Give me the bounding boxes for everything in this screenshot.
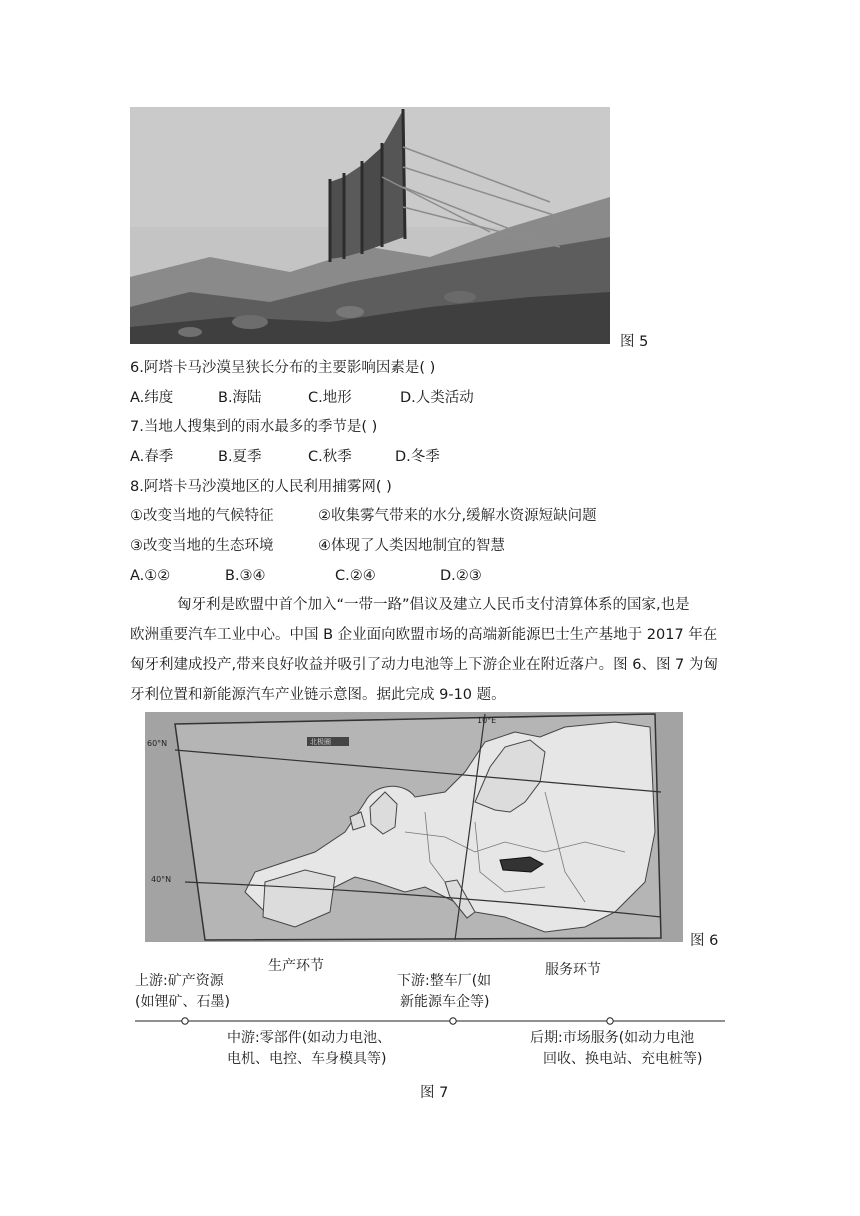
europe-map <box>145 712 683 942</box>
question-7-stem: 7.当地人搜集到的雨水最多的季节是( ) <box>130 419 378 435</box>
option-b: B.海陆 <box>218 390 262 406</box>
upstream-label-line1: 上游:矿产资源 <box>135 973 224 989</box>
figure-6-label: 图 6 <box>690 933 719 949</box>
option-a: A.①② <box>130 568 171 584</box>
option-c: C.②④ <box>335 568 376 584</box>
passage-line-1: 匈牙利是欧盟中首个加入“一带一路”倡议及建立人民币支付清算体系的国家,也是 <box>177 597 690 613</box>
question-7-options <box>130 447 730 467</box>
midstream-label-line1: 中游:零部件(如动力电池、 <box>227 1030 392 1046</box>
production-stage-label: 生产环节 <box>268 958 324 974</box>
fog-net-drawing <box>130 107 610 344</box>
passage-line-4: 牙利位置和新能源汽车产业链示意图。据此完成 9-10 题。 <box>130 687 506 703</box>
statement-4: ④体现了人类因地制宜的智慧 <box>318 538 505 554</box>
option-d: D.②③ <box>440 568 482 584</box>
arctic-circle-label: 北极圈 <box>310 738 331 746</box>
option-b: B.③④ <box>225 568 266 584</box>
question-8-options <box>130 566 730 586</box>
statement-2: ②收集雾气带来的水分,缓解水资源短缺问题 <box>318 508 597 524</box>
passage-line-3: 匈牙利建成投产,带来良好收益并吸引了动力电池等上下游企业在附近落户。图 6、图 7 为匈 <box>130 657 718 673</box>
service-stage-label: 服务环节 <box>545 962 601 978</box>
figure-7-label: 图 7 <box>420 1085 449 1101</box>
upstream-label-line2: (如锂矿、石墨) <box>135 994 230 1010</box>
statement-3: ③改变当地的生态环境 <box>130 538 274 554</box>
later-stage-label-line1: 后期:市场服务(如动力电池 <box>530 1030 695 1046</box>
latitude-60-label: 60°N <box>147 739 168 748</box>
question-8-stem: 8.阿塔卡马沙漠地区的人民利用捕雾网( ) <box>130 479 392 495</box>
question-6-options <box>130 388 730 408</box>
downstream-label-line2: 新能源车企等) <box>400 994 490 1010</box>
midstream-label-line2: 电机、电控、车身模具等) <box>227 1051 387 1067</box>
option-d: D.冬季 <box>395 449 440 465</box>
figure-5-label: 图 5 <box>620 334 649 350</box>
option-b: B.夏季 <box>218 449 262 465</box>
passage-line-2: 欧洲重要汽车工业中心。中国 B 企业面向欧盟市场的高端新能源巴士生产基地于 2017 年在 <box>130 627 718 643</box>
meridian-label: 10°E <box>477 716 497 725</box>
option-d: D.人类活动 <box>400 390 474 406</box>
question-8-statements-row2 <box>130 536 730 556</box>
question-6-stem: 6.阿塔卡马沙漠呈狭长分布的主要影响因素是( ) <box>130 360 436 376</box>
later-stage-label-line2: 回收、换电站、充电桩等) <box>543 1051 703 1067</box>
option-a: A.纬度 <box>130 390 174 406</box>
europe-map-drawing <box>145 712 683 942</box>
option-c: C.地形 <box>308 390 352 406</box>
question-8-statements-row1 <box>130 506 730 526</box>
option-c: C.秋季 <box>308 449 352 465</box>
latitude-40-label: 40°N <box>151 875 172 884</box>
fog-net-photo <box>130 107 610 344</box>
statement-1: ①改变当地的气候特征 <box>130 508 274 524</box>
downstream-label-line1: 下游:整车厂(如 <box>397 973 492 989</box>
option-a: A.春季 <box>130 449 174 465</box>
industry-chain-diagram <box>130 950 730 1080</box>
